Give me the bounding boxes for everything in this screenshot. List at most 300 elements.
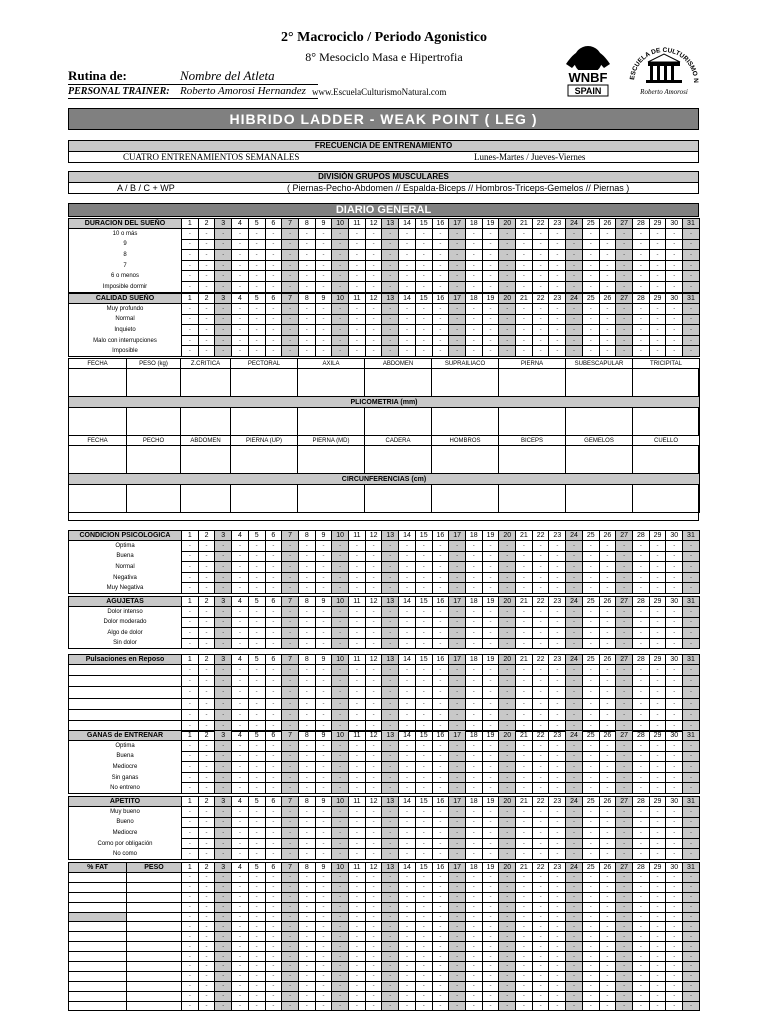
day-cell[interactable]: -	[582, 271, 599, 282]
day-cell[interactable]: -	[649, 239, 666, 250]
day-cell[interactable]: -	[315, 304, 332, 315]
day-cell[interactable]: -	[399, 260, 416, 271]
day-cell[interactable]: -	[298, 720, 315, 731]
day-cell[interactable]: -	[248, 772, 265, 783]
day-cell[interactable]: -	[215, 572, 232, 583]
day-cell[interactable]: -	[332, 346, 349, 357]
fat-cell[interactable]	[69, 922, 127, 932]
day-cell[interactable]: -	[332, 676, 349, 687]
day-cell[interactable]: -	[182, 882, 199, 892]
day-cell[interactable]: -	[298, 912, 315, 922]
day-cell[interactable]: -	[265, 932, 282, 942]
day-cell[interactable]: -	[198, 607, 215, 618]
day-cell[interactable]: -	[265, 922, 282, 932]
day-cell[interactable]: -	[616, 617, 633, 628]
day-cell[interactable]: -	[215, 912, 232, 922]
day-cell[interactable]: -	[365, 772, 382, 783]
day-cell[interactable]: -	[666, 902, 683, 912]
day-cell[interactable]: -	[399, 687, 416, 698]
day-cell[interactable]: -	[215, 698, 232, 709]
day-cell[interactable]: -	[465, 807, 482, 818]
day-cell[interactable]: -	[298, 741, 315, 752]
plicometria-cell[interactable]	[127, 369, 181, 397]
day-cell[interactable]: -	[232, 335, 249, 346]
day-cell[interactable]: -	[248, 551, 265, 562]
day-cell[interactable]: -	[649, 849, 666, 860]
day-cell[interactable]: -	[182, 572, 199, 583]
day-cell[interactable]: -	[482, 720, 499, 731]
day-cell[interactable]: -	[566, 638, 583, 649]
day-cell[interactable]: -	[666, 698, 683, 709]
day-cell[interactable]: -	[532, 562, 549, 573]
day-cell[interactable]: -	[432, 807, 449, 818]
day-cell[interactable]: -	[683, 873, 700, 883]
day-cell[interactable]: -	[365, 873, 382, 883]
day-cell[interactable]: -	[482, 807, 499, 818]
day-cell[interactable]: -	[349, 1001, 366, 1011]
day-cell[interactable]: -	[482, 741, 499, 752]
day-cell[interactable]: -	[566, 346, 583, 357]
day-cell[interactable]: -	[415, 250, 432, 261]
day-cell[interactable]: -	[582, 772, 599, 783]
day-cell[interactable]: -	[365, 783, 382, 794]
day-cell[interactable]: -	[248, 817, 265, 828]
day-cell[interactable]: -	[532, 346, 549, 357]
day-cell[interactable]: -	[215, 607, 232, 618]
day-cell[interactable]: -	[232, 838, 249, 849]
day-cell[interactable]: -	[666, 572, 683, 583]
day-cell[interactable]: -	[215, 1001, 232, 1011]
day-cell[interactable]: -	[683, 849, 700, 860]
day-cell[interactable]: -	[365, 583, 382, 594]
day-cell[interactable]: -	[649, 942, 666, 952]
day-cell[interactable]: -	[349, 304, 366, 315]
day-cell[interactable]: -	[566, 562, 583, 573]
day-cell[interactable]: -	[666, 952, 683, 962]
day-cell[interactable]: -	[182, 676, 199, 687]
day-cell[interactable]: -	[499, 981, 516, 991]
day-cell[interactable]: -	[349, 807, 366, 818]
day-cell[interactable]: -	[449, 583, 466, 594]
day-cell[interactable]: -	[282, 628, 299, 639]
day-cell[interactable]: -	[349, 709, 366, 720]
day-cell[interactable]: -	[566, 325, 583, 336]
day-cell[interactable]: -	[198, 229, 215, 240]
day-cell[interactable]: -	[399, 817, 416, 828]
day-cell[interactable]: -	[432, 741, 449, 752]
day-cell[interactable]: -	[382, 962, 399, 972]
day-cell[interactable]: -	[566, 952, 583, 962]
weight-cell[interactable]	[127, 932, 182, 942]
day-cell[interactable]: -	[465, 783, 482, 794]
day-cell[interactable]: -	[365, 902, 382, 912]
day-cell[interactable]: -	[399, 698, 416, 709]
day-cell[interactable]: -	[582, 828, 599, 839]
day-cell[interactable]: -	[298, 981, 315, 991]
day-cell[interactable]: -	[248, 981, 265, 991]
day-cell[interactable]: -	[499, 304, 516, 315]
day-cell[interactable]: -	[399, 849, 416, 860]
day-cell[interactable]: -	[382, 783, 399, 794]
day-cell[interactable]: -	[549, 1001, 566, 1011]
day-cell[interactable]: -	[532, 932, 549, 942]
day-cell[interactable]: -	[616, 902, 633, 912]
day-cell[interactable]: -	[415, 617, 432, 628]
fat-cell[interactable]	[69, 882, 127, 892]
day-cell[interactable]: -	[265, 952, 282, 962]
day-cell[interactable]: -	[449, 783, 466, 794]
day-cell[interactable]: -	[415, 720, 432, 731]
day-cell[interactable]: -	[649, 971, 666, 981]
day-cell[interactable]: -	[532, 676, 549, 687]
day-cell[interactable]: -	[215, 617, 232, 628]
day-cell[interactable]: -	[499, 607, 516, 618]
day-cell[interactable]: -	[298, 751, 315, 762]
day-cell[interactable]: -	[432, 583, 449, 594]
day-cell[interactable]: -	[616, 932, 633, 942]
day-cell[interactable]: -	[616, 638, 633, 649]
day-cell[interactable]: -	[332, 607, 349, 618]
day-cell[interactable]: -	[282, 260, 299, 271]
day-cell[interactable]: -	[332, 698, 349, 709]
fat-cell[interactable]	[69, 942, 127, 952]
day-cell[interactable]: -	[666, 676, 683, 687]
day-cell[interactable]: -	[349, 572, 366, 583]
day-cell[interactable]: -	[182, 304, 199, 315]
day-cell[interactable]: -	[616, 250, 633, 261]
day-cell[interactable]: -	[399, 617, 416, 628]
day-cell[interactable]: -	[332, 541, 349, 552]
day-cell[interactable]: -	[282, 665, 299, 676]
day-cell[interactable]: -	[182, 807, 199, 818]
day-cell[interactable]: -	[198, 838, 215, 849]
day-cell[interactable]: -	[465, 676, 482, 687]
day-cell[interactable]: -	[282, 817, 299, 828]
day-cell[interactable]: -	[182, 942, 199, 952]
day-cell[interactable]: -	[215, 902, 232, 912]
day-cell[interactable]: -	[349, 260, 366, 271]
day-cell[interactable]: -	[265, 304, 282, 315]
day-cell[interactable]: -	[215, 971, 232, 981]
day-cell[interactable]: -	[482, 541, 499, 552]
day-cell[interactable]: -	[415, 892, 432, 902]
day-cell[interactable]: -	[482, 583, 499, 594]
day-cell[interactable]: -	[683, 607, 700, 618]
day-cell[interactable]: -	[182, 638, 199, 649]
day-cell[interactable]: -	[365, 709, 382, 720]
day-cell[interactable]: -	[666, 271, 683, 282]
day-cell[interactable]: -	[566, 720, 583, 731]
day-cell[interactable]: -	[215, 665, 232, 676]
day-cell[interactable]: -	[349, 541, 366, 552]
day-cell[interactable]: -	[516, 572, 533, 583]
day-cell[interactable]: -	[382, 828, 399, 839]
day-cell[interactable]: -	[532, 551, 549, 562]
day-cell[interactable]: -	[215, 873, 232, 883]
day-cell[interactable]: -	[516, 698, 533, 709]
day-cell[interactable]: -	[582, 762, 599, 773]
day-cell[interactable]: -	[516, 562, 533, 573]
day-cell[interactable]: -	[482, 849, 499, 860]
day-cell[interactable]: -	[248, 607, 265, 618]
day-cell[interactable]: -	[399, 828, 416, 839]
day-cell[interactable]: -	[582, 562, 599, 573]
weight-cell[interactable]	[127, 912, 182, 922]
day-cell[interactable]: -	[632, 676, 649, 687]
day-cell[interactable]: -	[449, 991, 466, 1001]
day-cell[interactable]: -	[632, 849, 649, 860]
day-cell[interactable]: -	[532, 628, 549, 639]
day-cell[interactable]: -	[599, 741, 616, 752]
day-cell[interactable]: -	[549, 335, 566, 346]
day-cell[interactable]: -	[198, 325, 215, 336]
day-cell[interactable]: -	[582, 628, 599, 639]
day-cell[interactable]: -	[666, 873, 683, 883]
day-cell[interactable]: -	[465, 271, 482, 282]
day-cell[interactable]: -	[182, 772, 199, 783]
day-cell[interactable]: -	[298, 346, 315, 357]
day-cell[interactable]: -	[449, 687, 466, 698]
day-cell[interactable]: -	[432, 335, 449, 346]
day-cell[interactable]: -	[415, 687, 432, 698]
circunferencia-cell[interactable]	[365, 446, 432, 474]
day-cell[interactable]: -	[499, 617, 516, 628]
day-cell[interactable]: -	[632, 912, 649, 922]
day-cell[interactable]: -	[532, 902, 549, 912]
day-cell[interactable]: -	[298, 638, 315, 649]
day-cell[interactable]: -	[482, 952, 499, 962]
weight-cell[interactable]	[127, 952, 182, 962]
day-cell[interactable]: -	[265, 783, 282, 794]
day-cell[interactable]: -	[399, 583, 416, 594]
day-cell[interactable]: -	[399, 325, 416, 336]
day-cell[interactable]: -	[632, 892, 649, 902]
day-cell[interactable]: -	[632, 817, 649, 828]
day-cell[interactable]: -	[566, 250, 583, 261]
day-cell[interactable]: -	[349, 562, 366, 573]
day-cell[interactable]: -	[582, 807, 599, 818]
day-cell[interactable]: -	[683, 902, 700, 912]
day-cell[interactable]: -	[332, 325, 349, 336]
day-cell[interactable]: -	[449, 971, 466, 981]
day-cell[interactable]: -	[415, 741, 432, 752]
day-cell[interactable]: -	[298, 783, 315, 794]
day-cell[interactable]: -	[516, 962, 533, 972]
day-cell[interactable]: -	[516, 892, 533, 902]
day-cell[interactable]: -	[649, 912, 666, 922]
day-cell[interactable]: -	[232, 314, 249, 325]
day-cell[interactable]: -	[315, 260, 332, 271]
day-cell[interactable]: -	[599, 751, 616, 762]
day-cell[interactable]: -	[265, 741, 282, 752]
day-cell[interactable]: -	[666, 607, 683, 618]
day-cell[interactable]: -	[215, 828, 232, 839]
day-cell[interactable]: -	[549, 271, 566, 282]
day-cell[interactable]: -	[198, 807, 215, 818]
day-cell[interactable]: -	[549, 687, 566, 698]
day-cell[interactable]: -	[549, 751, 566, 762]
day-cell[interactable]: -	[449, 741, 466, 752]
day-cell[interactable]: -	[382, 335, 399, 346]
day-cell[interactable]: -	[282, 709, 299, 720]
day-cell[interactable]: -	[516, 772, 533, 783]
day-cell[interactable]: -	[282, 762, 299, 773]
day-cell[interactable]: -	[599, 709, 616, 720]
day-cell[interactable]: -	[582, 720, 599, 731]
day-cell[interactable]: -	[298, 551, 315, 562]
day-cell[interactable]: -	[632, 687, 649, 698]
day-cell[interactable]: -	[649, 551, 666, 562]
day-cell[interactable]: -	[532, 971, 549, 981]
day-cell[interactable]: -	[232, 572, 249, 583]
day-cell[interactable]: -	[365, 698, 382, 709]
day-cell[interactable]: -	[499, 838, 516, 849]
day-cell[interactable]: -	[549, 981, 566, 991]
day-cell[interactable]: -	[482, 751, 499, 762]
day-cell[interactable]: -	[248, 1001, 265, 1011]
day-cell[interactable]: -	[182, 817, 199, 828]
day-cell[interactable]: -	[182, 971, 199, 981]
day-cell[interactable]: -	[349, 698, 366, 709]
day-cell[interactable]: -	[549, 562, 566, 573]
day-cell[interactable]: -	[415, 849, 432, 860]
day-cell[interactable]: -	[649, 783, 666, 794]
day-cell[interactable]: -	[432, 687, 449, 698]
day-cell[interactable]: -	[666, 828, 683, 839]
day-cell[interactable]: -	[683, 551, 700, 562]
day-cell[interactable]: -	[332, 783, 349, 794]
day-cell[interactable]: -	[449, 838, 466, 849]
day-cell[interactable]: -	[449, 607, 466, 618]
day-cell[interactable]: -	[198, 709, 215, 720]
day-cell[interactable]: -	[365, 562, 382, 573]
day-cell[interactable]: -	[332, 971, 349, 981]
day-cell[interactable]: -	[332, 572, 349, 583]
day-cell[interactable]: -	[432, 892, 449, 902]
day-cell[interactable]: -	[666, 1001, 683, 1011]
day-cell[interactable]: -	[382, 751, 399, 762]
day-cell[interactable]: -	[399, 912, 416, 922]
day-cell[interactable]: -	[532, 849, 549, 860]
day-cell[interactable]: -	[232, 665, 249, 676]
day-cell[interactable]: -	[599, 783, 616, 794]
day-cell[interactable]: -	[399, 572, 416, 583]
day-cell[interactable]: -	[382, 971, 399, 981]
day-cell[interactable]: -	[649, 250, 666, 261]
day-cell[interactable]: -	[666, 346, 683, 357]
day-cell[interactable]: -	[182, 260, 199, 271]
day-cell[interactable]: -	[332, 751, 349, 762]
day-cell[interactable]: -	[315, 991, 332, 1001]
day-cell[interactable]: -	[365, 720, 382, 731]
day-cell[interactable]: -	[649, 922, 666, 932]
fat-cell[interactable]	[69, 981, 127, 991]
day-cell[interactable]: -	[632, 335, 649, 346]
day-cell[interactable]: -	[649, 828, 666, 839]
day-cell[interactable]: -	[315, 314, 332, 325]
day-cell[interactable]: -	[449, 807, 466, 818]
day-cell[interactable]: -	[198, 314, 215, 325]
day-cell[interactable]: -	[549, 828, 566, 839]
day-cell[interactable]: -	[532, 281, 549, 292]
day-cell[interactable]: -	[332, 807, 349, 818]
day-cell[interactable]: -	[198, 260, 215, 271]
day-cell[interactable]: -	[248, 335, 265, 346]
day-cell[interactable]: -	[332, 281, 349, 292]
day-cell[interactable]: -	[215, 962, 232, 972]
day-cell[interactable]: -	[415, 541, 432, 552]
day-cell[interactable]: -	[449, 314, 466, 325]
day-cell[interactable]: -	[399, 314, 416, 325]
day-cell[interactable]: -	[516, 676, 533, 687]
day-cell[interactable]: -	[315, 912, 332, 922]
plicometria-cell[interactable]	[127, 408, 181, 436]
fat-cell[interactable]	[69, 892, 127, 902]
day-cell[interactable]: -	[566, 762, 583, 773]
day-cell[interactable]: -	[649, 772, 666, 783]
day-cell[interactable]: -	[516, 281, 533, 292]
day-cell[interactable]: -	[282, 687, 299, 698]
day-cell[interactable]: -	[298, 314, 315, 325]
day-cell[interactable]: -	[683, 617, 700, 628]
day-cell[interactable]: -	[432, 572, 449, 583]
day-cell[interactable]: -	[382, 922, 399, 932]
day-cell[interactable]: -	[415, 239, 432, 250]
day-cell[interactable]: -	[532, 952, 549, 962]
day-cell[interactable]: -	[248, 828, 265, 839]
day-cell[interactable]: -	[566, 314, 583, 325]
day-cell[interactable]: -	[666, 817, 683, 828]
day-cell[interactable]: -	[349, 962, 366, 972]
day-cell[interactable]: -	[198, 942, 215, 952]
day-cell[interactable]: -	[632, 229, 649, 240]
day-cell[interactable]: -	[298, 838, 315, 849]
day-cell[interactable]: -	[599, 902, 616, 912]
day-cell[interactable]: -	[683, 783, 700, 794]
day-cell[interactable]: -	[332, 720, 349, 731]
day-cell[interactable]: -	[315, 551, 332, 562]
day-cell[interactable]: -	[632, 709, 649, 720]
day-cell[interactable]: -	[215, 541, 232, 552]
day-cell[interactable]: -	[198, 817, 215, 828]
day-cell[interactable]: -	[532, 617, 549, 628]
day-cell[interactable]: -	[399, 638, 416, 649]
day-cell[interactable]: -	[198, 698, 215, 709]
day-cell[interactable]: -	[215, 991, 232, 1001]
day-cell[interactable]: -	[315, 882, 332, 892]
day-cell[interactable]: -	[516, 762, 533, 773]
day-cell[interactable]: -	[482, 892, 499, 902]
day-cell[interactable]: -	[616, 687, 633, 698]
day-cell[interactable]: -	[632, 541, 649, 552]
day-cell[interactable]: -	[248, 239, 265, 250]
day-cell[interactable]: -	[415, 807, 432, 818]
day-cell[interactable]: -	[632, 807, 649, 818]
day-cell[interactable]: -	[365, 239, 382, 250]
day-cell[interactable]: -	[432, 772, 449, 783]
day-cell[interactable]: -	[599, 239, 616, 250]
day-cell[interactable]: -	[265, 271, 282, 282]
day-cell[interactable]: -	[599, 335, 616, 346]
day-cell[interactable]: -	[616, 541, 633, 552]
day-cell[interactable]: -	[298, 335, 315, 346]
day-cell[interactable]: -	[482, 229, 499, 240]
day-cell[interactable]: -	[516, 709, 533, 720]
day-cell[interactable]: -	[582, 638, 599, 649]
day-cell[interactable]: -	[566, 783, 583, 794]
day-cell[interactable]: -	[332, 271, 349, 282]
day-cell[interactable]: -	[248, 698, 265, 709]
